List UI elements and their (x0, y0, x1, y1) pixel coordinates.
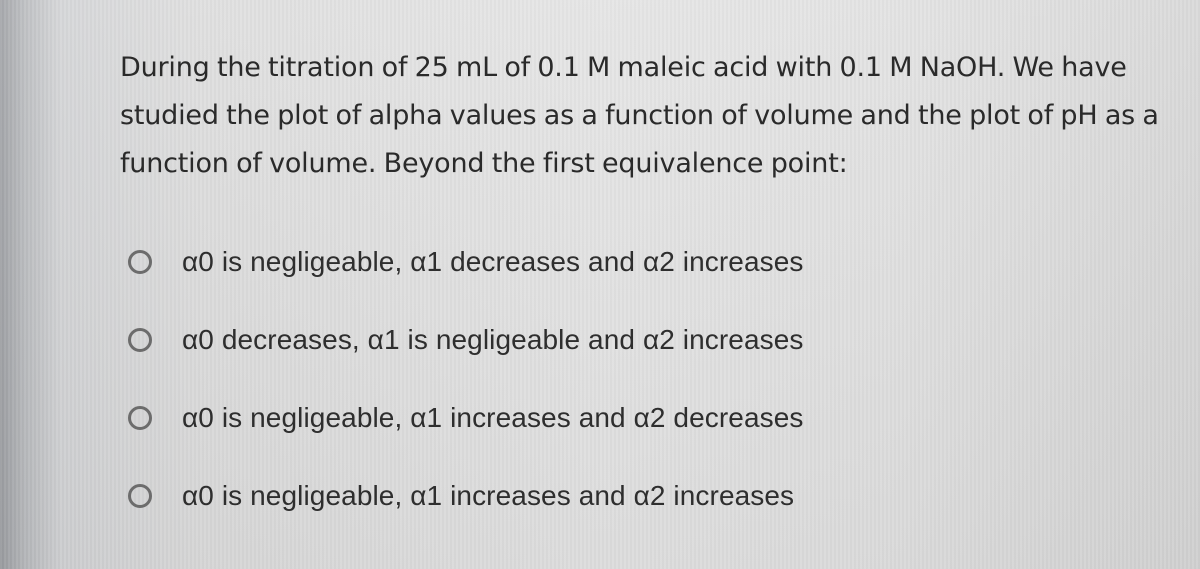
option-4[interactable] (122, 472, 1022, 550)
radio-unchecked-icon[interactable] (128, 484, 152, 508)
question-text: During the titration of 25 mL of 0.1 M maleic acid with 0.1 M NaOH. We have studied the plot of alpha values as a function of volume and the plot of pH as a function of volume. Beyond the first equivalence point: (120, 52, 1159, 179)
option-2-label: α0 decreases, α1 is negligeable and α2 increases (182, 324, 804, 355)
answer-options (122, 238, 1022, 550)
radio-unchecked-icon[interactable] (128, 328, 152, 352)
option-3[interactable] (122, 394, 1022, 472)
option-3-label: α0 is negligeable, α1 increases and α2 decreases (182, 402, 804, 433)
radio-unchecked-icon[interactable] (128, 406, 152, 430)
option-2[interactable] (122, 316, 1022, 394)
option-1-label: α0 is negligeable, α1 decreases and α2 increases (182, 246, 804, 277)
option-1[interactable] (122, 238, 1022, 316)
radio-unchecked-icon[interactable] (128, 250, 152, 274)
option-4-label: α0 is negligeable, α1 increases and α2 increases (182, 480, 795, 511)
